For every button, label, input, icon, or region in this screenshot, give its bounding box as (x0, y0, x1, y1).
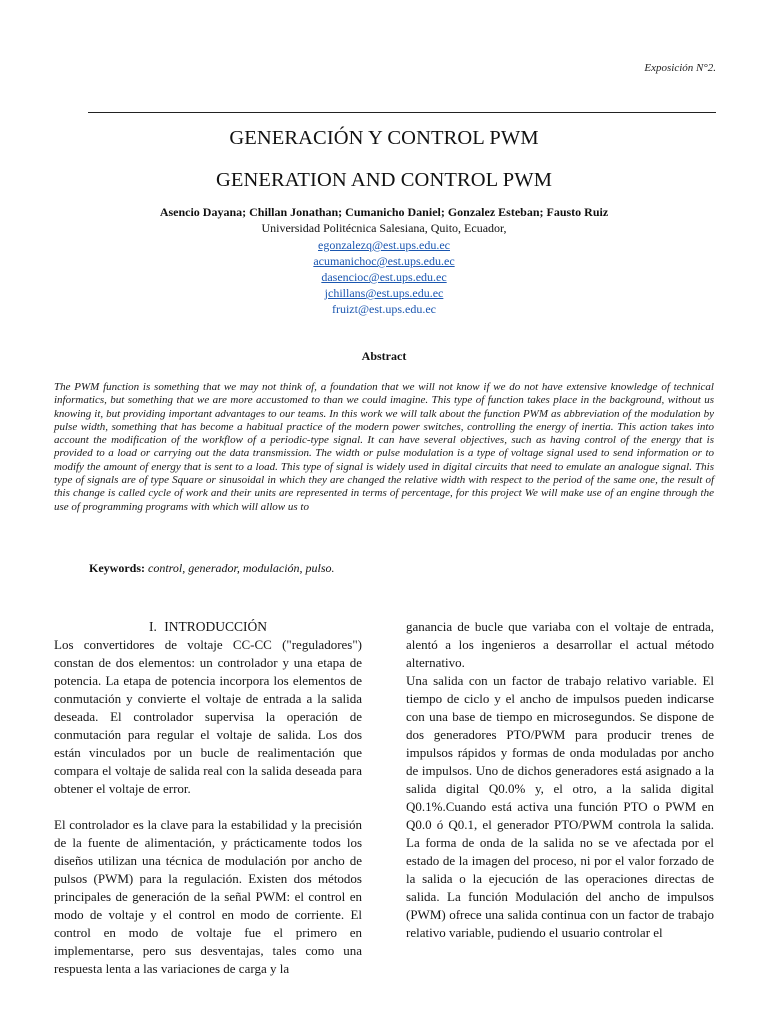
email-link[interactable]: egonzalezq@est.ups.edu.ec (318, 238, 450, 252)
affiliation: Universidad Politécnica Salesiana, Quito, Ecuador, (261, 221, 507, 235)
right-column (406, 618, 714, 942)
section-number: I. (149, 619, 157, 634)
running-header: Exposición N°2. (644, 62, 716, 74)
email-link[interactable]: dasencioc@est.ups.edu.ec (321, 270, 447, 284)
email-link[interactable]: acumanichoc@est.ups.edu.ec (313, 254, 455, 268)
left-column (54, 618, 362, 978)
paragraph-gap (54, 798, 362, 816)
email-link[interactable]: jchillans@est.ups.edu.ec (324, 286, 444, 300)
header-rule (88, 112, 716, 113)
section-heading-introduccion (54, 618, 362, 636)
abstract-heading: Abstract (361, 349, 407, 363)
title-spanish: GENERACIÓN Y CONTROL PWM (229, 127, 539, 149)
keywords-label: Keywords: (89, 561, 145, 575)
email-link[interactable]: fruizt@est.ups.edu.ec (331, 302, 436, 316)
email-list (0, 237, 768, 317)
author-list: Asencio Dayana; Chillan Jonathan; Cumanicho Daniel; Gonzalez Esteban; Fausto Ruiz (159, 205, 609, 219)
body-paragraph: Los convertidores de voltaje CC-CC ("reguladores") constan de dos elementos: un controlador y una etapa de potencia. La etapa de potencia incorpora los elementos de conmutación y convierte el voltaje de entrada a la salida deseada. El controlador supervisa la operación de conmutación para regular el voltaje de salida. Los dos están vinculados por un bucle de realimentación que compara el voltaje de salida real con la salida deseada para obtener el voltaje de error. (54, 637, 362, 796)
body-paragraph: Una salida con un factor de trabajo relativo variable. El tiempo de ciclo y el ancho de impulsos pueden indicarse con una base de tiempo en microsegundos. Se dispone de dos generadores PTO/PWM para producir trenes de impulsos rápidos y formas de onda moduladas por ancho de impulsos. Uno de dichos generadores está asignado a la salida digital Q0.0% y, el otro, a la salida digital Q0.1%.Cuando está activa una función PTO o PWM en Q0.0 ó Q0.1, el generador PTO/PWM controla la salida. La forma de onda de la salida no se ve afectada por el estado de la imagen del proceso, ni por el valor forzado de la salida o la ejecución de las operaciones directas de salida. La función Modulación del ancho de impulsos (PWM) ofrece una salida continua con un factor de trabajo relativo variable, pudiendo el usuario controlar el (406, 673, 714, 940)
body-paragraph: El controlador es la clave para la estabilidad y la precisión de la fuente de alimentación, y prácticamente todos los diseños utilizan una técnica de modulación por ancho de pulsos (PWM) para la regulación. Existen dos métodos principales de generación de la señal PWM: el control en modo de voltaje y el control en modo de corriente. El control en modo de voltaje fue el primero en implementarse, pero sus desventajas, tales como una respuesta lenta a las variaciones de carga y la (54, 817, 362, 976)
title-english: GENERATION AND CONTROL PWM (215, 169, 553, 191)
body-paragraph: ganancia de bucle que variaba con el voltaje de entrada, alentó a los ingenieros a desarrollar el actual método alternativo. (406, 619, 714, 670)
keywords-value: control, generador, modulación, pulso. (148, 561, 335, 575)
section-title: INTRODUCCIÓN (164, 619, 267, 634)
abstract-text: The PWM function is something that we may not think of, a foundation that we will not know if we do not have extensive knowledge of technical informatics, but something that we are more accustomed to than we could imagine. This type of function takes place in the background, without us knowing it, but providing important advantages to our teams. In this work we will talk about the function PWM as abbreviation of the modulation by pulse width, something that has become a habitual practice of the modern power switches, controlling the energy of inertia. This action takes into account the modification of the workflow of a periodic-type signal. It can have several objectives, such as having control of the energy that is provided to a load or carrying out the data transmission. The width or pulse modulation is a type of voltage signal used to send information or to modify the amount of energy that is sent to a load. This type of signal is widely used in digital circuits that need to emulate an analogue signal. This type of signals are of type Square or sinusoidal in which they are changed the relative width with respect to the period of the same one, the result of this change is called cycle of work and their units are represented in terms of percentage, for this project We will make use of an engine through the use of programming programs with which will allow us to (54, 381, 714, 513)
keywords-line (89, 561, 335, 576)
